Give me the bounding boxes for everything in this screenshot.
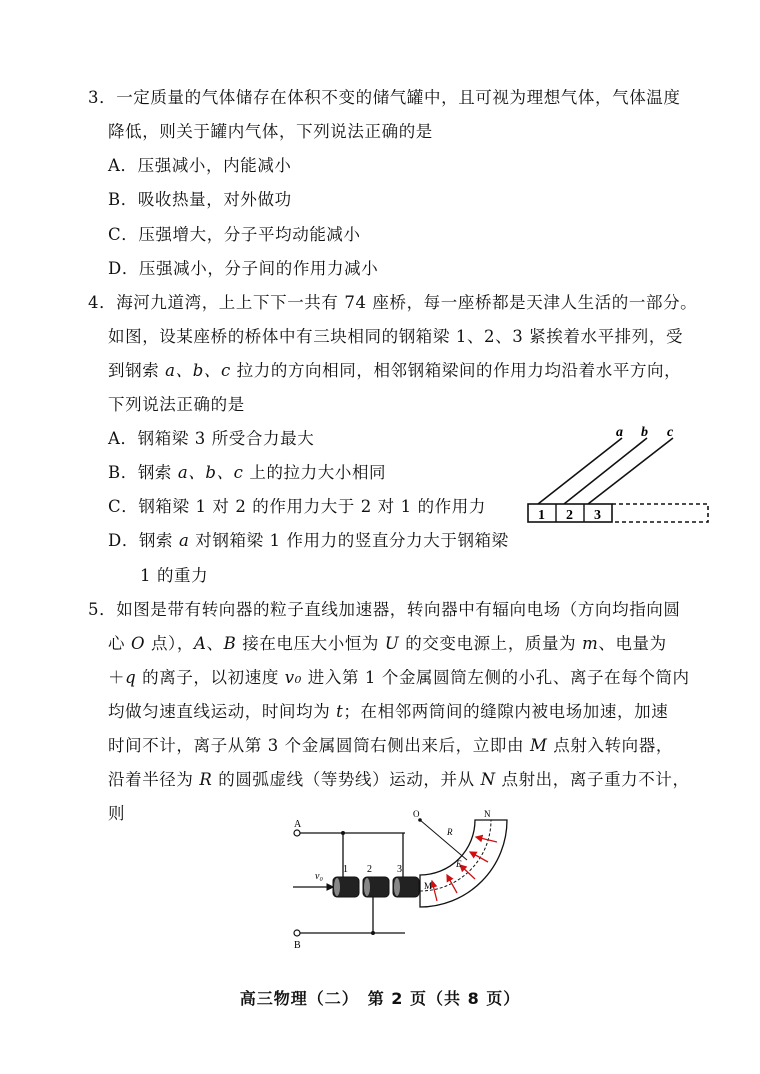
q4-option-d: D．钢索 a 对钢箱梁 1 作用力的竖直分力大于钢箱梁	[108, 531, 509, 550]
label-m: M	[424, 881, 433, 891]
page-footer: 高三物理（二） 第 2 页（共 8 页）	[239, 989, 521, 1008]
cable-c-line	[588, 438, 673, 504]
cable-label-c: c	[667, 425, 674, 440]
accelerator-figure	[285, 805, 520, 950]
deflector	[420, 820, 507, 907]
terminal-a	[294, 830, 300, 836]
cable-a-line	[538, 438, 622, 504]
label-r: R	[447, 827, 453, 837]
q5-line2: 心 O 点），A、B 接在电压大小恒为 U 的交变电源上，质量为 m、电量为	[108, 634, 667, 653]
cable-b-line	[564, 438, 647, 504]
label-o: O	[413, 809, 420, 819]
q4-option-a: A．钢箱梁 3 所受合力最大	[108, 429, 315, 448]
beam-label-1: 1	[538, 508, 545, 523]
q4-cable-vars: a、b、c	[165, 361, 231, 380]
beam-label-2: 2	[566, 508, 573, 523]
q4-option-c: C．钢箱梁 1 对 2 的作用力大于 2 对 1 的作用力	[108, 497, 486, 516]
q5-line4: 均做匀速直线运动，时间均为 t；在相邻两筒间的缝隙内被电场加速，加速	[108, 702, 669, 721]
bridge-figure	[520, 420, 720, 525]
q4-option-b: B．钢索 a、b、c 上的拉力大小相同	[108, 463, 387, 482]
q3-option-b: B．吸收热量，对外做功	[108, 190, 292, 209]
q3-option-d: D．压强减小，分子间的作用力减小	[108, 259, 379, 278]
label-a: A	[294, 819, 302, 830]
label-n: N	[484, 809, 491, 819]
beams-dashed-extension	[612, 504, 708, 522]
label-v0: v₀	[315, 871, 323, 882]
cable-label-a: a	[616, 425, 623, 440]
q5-line3: ＋q 的离子，以初速度 v₀ 进入第 1 个金属圆筒左侧的小孔、离子在每个筒内	[108, 668, 690, 687]
radius-line	[420, 820, 467, 860]
label-b: B	[294, 940, 301, 950]
q4-stem-line1: 4．海河九道湾，上上下下一共有 74 座桥，每一座桥都是天津人生活的一部分。	[88, 293, 698, 312]
cyl-label-2: 2	[367, 864, 372, 875]
q3-stem-line1: 3．一定质量的气体储存在体积不变的储气罐中，且可视为理想气体，气体温度	[88, 88, 681, 107]
cyl-label-3: 3	[397, 864, 402, 875]
q4-option-d-cont: 1 的重力	[140, 566, 209, 585]
q3-option-a: A．压强减小，内能减小	[108, 156, 292, 175]
q4-stem-line4: 下列说法正确的是	[108, 395, 245, 414]
q3-option-c: C．压强增大，分子平均动能减小	[108, 225, 361, 244]
cyl-label-1: 1	[343, 864, 348, 875]
q5-line1: 5．如图是带有转向器的粒子直线加速器，转向器中有辐向电场（方向均指向圆	[88, 600, 681, 619]
q3-stem-line2: 降低，则关于罐内气体，下列说法正确的是	[108, 122, 433, 141]
terminal-b	[294, 930, 300, 936]
q4-stem-line2: 如图，设某座桥的桥体中有三块相同的钢箱梁 1、2、3 紧挨着水平排列，受	[108, 327, 684, 346]
q4-stem-line3: 到钢索 a、b、c 拉力的方向相同，相邻钢箱梁间的作用力均沿着水平方向，	[108, 361, 682, 380]
cable-label-b: b	[641, 425, 648, 440]
label-e: E	[456, 859, 462, 869]
q5-line7: 则	[108, 804, 126, 823]
q5-line5: 时间不计，离子从第 3 个金属圆筒右侧出来后，立即由 M 点射入转向器，	[108, 736, 673, 755]
beam-label-3: 3	[594, 508, 601, 523]
q5-line6: 沿着半径为 R 的圆弧虚线（等势线）运动，并从 N 点射出，离子重力不计，	[108, 770, 690, 789]
